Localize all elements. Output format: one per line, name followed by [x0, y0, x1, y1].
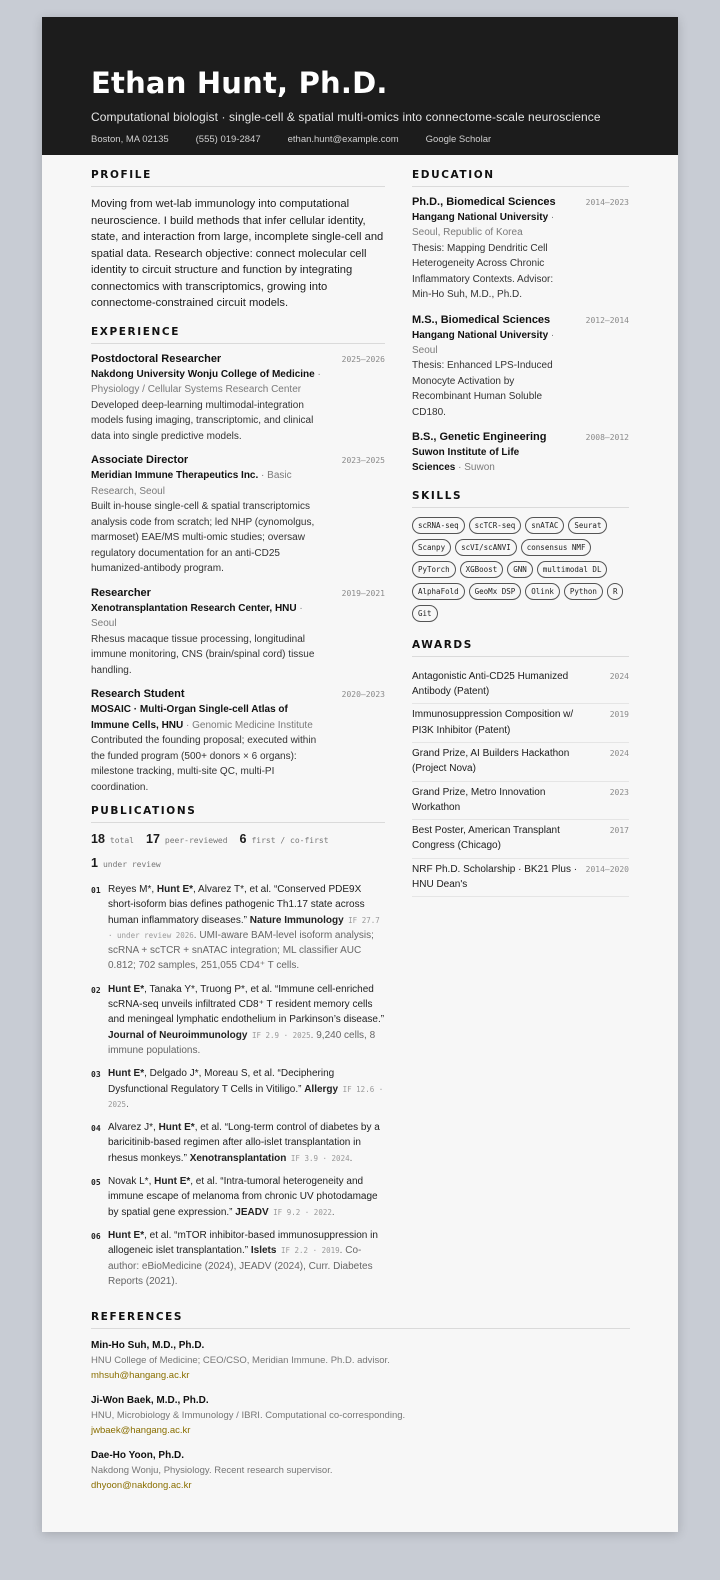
citation-note: . — [349, 1152, 353, 1164]
organization-name: Meridian Immune Therapeutics Inc. — [91, 470, 259, 481]
separator: · — [548, 212, 555, 223]
education-list — [412, 196, 629, 476]
publication-citation — [108, 1228, 385, 1289]
citation-note: . UMI-aware BAM-level isoform analysis; scRNA + scTCR + snATAC integration; ML classifier AUC 0.812; 702 samples, 251,055 CD4⁺ T cells. — [108, 929, 374, 972]
citation-self-author: Hunt E* — [158, 1122, 195, 1134]
citation-text: , Delgado J*, Moreau S, et al. “Deciphering Dysfunctional Regulatory T Cells in Vitiligo.” — [108, 1068, 335, 1095]
section-title-profile: PROFILE — [91, 169, 385, 187]
award-date: 2019 — [609, 710, 629, 720]
job-title: Research Student — [91, 688, 185, 700]
separator: · — [314, 368, 321, 380]
citation-note: . 9,240 cells, 8 immune populations. — [108, 1029, 376, 1056]
education-item — [412, 431, 629, 476]
publication-item — [91, 1120, 385, 1166]
citation-meta: IF 2.9 · 2025 — [247, 1030, 311, 1040]
publication-list — [91, 882, 385, 1289]
award-name: Grand Prize, Metro Innovation Workathon — [412, 786, 546, 813]
organization-name: MOSAIC · Multi-Organ Single-cell Atlas of Immune Cells, HNU — [91, 704, 288, 731]
experience-header — [91, 353, 385, 365]
separator: · — [183, 719, 193, 731]
degree-title: B.S., Genetic Engineering — [412, 431, 547, 444]
publication-citation — [108, 1120, 385, 1166]
skill-chip: GeoMx DSP — [469, 583, 522, 600]
citation-text: , Alvarez T*, et al. “Conserved PDE9X short-isoform bias defines pathogenic Th1.17 state across human inflammatory diseases.” — [108, 884, 365, 926]
school-name: Hangang National University — [412, 329, 549, 341]
organization-unit: Seoul — [91, 618, 117, 629]
degree-date: 2014–2023 — [585, 198, 629, 207]
publication-item — [91, 882, 385, 974]
skill-chip: Seurat — [568, 517, 607, 534]
references-section — [42, 1311, 678, 1493]
citation-meta: IF 3.9 · 2024 — [286, 1153, 350, 1163]
resume-header — [42, 17, 678, 155]
skill-chip: Python — [564, 583, 603, 600]
organization-unit: Physiology / Cellular Systems Research Center — [91, 384, 302, 395]
award-item — [412, 743, 629, 782]
job-organization — [91, 601, 327, 632]
profile-text: Moving from wet-lab immunology into computational neuroscience. I build methods that infer cellular identity, state, and interaction from large, incomplete single-cell and spatial data. Research objective: connect molecular cell identity to circuit structure and function by integrating connectomics with transcriptomics, growing into connectome-constrained circuit models. — [91, 198, 384, 309]
job-description: Rhesus macaque tissue processing, longitudinal immune monitoring, CNS (brain/spinal cord) tissue handling. — [91, 633, 315, 676]
publication-number: 05 — [91, 1178, 101, 1188]
organization-unit: Basic Research, Seoul — [91, 470, 292, 497]
experience-item — [91, 688, 385, 795]
skill-chip: scVI/scANVI — [455, 539, 517, 556]
citation-self-author: Hunt E* — [108, 1229, 145, 1241]
school-name: Suwon Institute of Life Sciences — [412, 447, 520, 474]
award-date: 2017 — [609, 826, 629, 836]
citation-meta: IF 2.2 · 2019 — [276, 1246, 340, 1256]
publication-item — [91, 1066, 385, 1112]
citation-self-author: Hunt E* — [108, 1068, 145, 1080]
award-name: Immunosuppression Composition w/ PI3K Inhibitor (Patent) — [412, 709, 574, 736]
award-name: Antagonistic Anti-CD25 Humanized Antibody (Patent) — [412, 670, 569, 698]
publication-citation — [108, 982, 385, 1058]
award-date: 2024 — [609, 671, 629, 681]
job-description: Developed deep-learning multimodal-integration models fusing imaging, transcriptomic, and clinical data into single predictive models. — [91, 399, 314, 442]
reference-name: Dae-Ho Yoon, Ph.D. — [91, 1450, 184, 1462]
job-title: Associate Director — [91, 454, 189, 466]
experience-item — [91, 587, 385, 679]
award-date: 2014–2020 — [585, 864, 629, 874]
citation-text: , et al. “mTOR inhibitor-based immunosuppression in allogeneic islet transplantation.” — [108, 1229, 378, 1257]
contact-location: Boston, MA 02135 — [91, 134, 169, 145]
citation-journal: Islets — [250, 1245, 277, 1257]
separator: · — [258, 470, 268, 481]
citation-note: . — [331, 1206, 335, 1218]
award-item — [412, 859, 629, 898]
skill-chip: XGBoost — [460, 561, 504, 578]
publication-item — [91, 1228, 385, 1289]
degree-title: M.S., Biomedical Sciences — [412, 313, 551, 326]
resume-page — [42, 17, 678, 1532]
school — [412, 445, 562, 476]
stat-count: 6 — [239, 832, 247, 846]
job-organization — [91, 468, 327, 499]
experience-header — [91, 688, 385, 700]
section-title-skills: SKILLS — [412, 490, 629, 508]
citation-text: , et al. “Intra-tumoral heterogeneity and immune escape of melanoma from chronic UV photodamage by spatial gene expression.” — [108, 1176, 378, 1218]
reference-email[interactable]: jwbaek@hangang.ac.kr — [91, 1425, 191, 1437]
publication-number: 03 — [91, 1070, 101, 1080]
tagline: Computational biologist · single-cell & spatial multi-omics into connectome-scale neuroscience — [91, 110, 601, 124]
reference-email[interactable]: dhyoon@nakdong.ac.kr — [91, 1480, 192, 1492]
job-title: Postdoctoral Researcher — [91, 352, 222, 365]
citation-journal: Journal of Neuroimmunology — [108, 1029, 248, 1041]
candidate-name: Ethan Hunt, Ph.D. — [91, 66, 388, 100]
organization-name: Nakdong University Wonju College of Medicine — [91, 368, 315, 380]
contact-phone: (555) 019-2847 — [195, 134, 261, 145]
publication-citation — [108, 1174, 385, 1220]
publication-citation — [108, 882, 385, 974]
right-column — [412, 169, 629, 1297]
section-title-education: EDUCATION — [412, 169, 629, 187]
citation-journal: Allergy — [304, 1083, 339, 1095]
award-item — [412, 820, 629, 859]
stat-label: peer-reviewed — [164, 836, 228, 845]
reference-description: Nakdong Wonju, Physiology. Recent research supervisor. — [91, 1465, 333, 1477]
reference-description: HNU College of Medicine; CEO/CSO, Meridian Immune. Ph.D. advisor. — [91, 1355, 390, 1367]
school-location: Seoul — [412, 344, 438, 356]
school-location: Suwon — [464, 462, 495, 474]
stat-label: under review — [102, 860, 161, 869]
reference-item — [91, 1448, 630, 1493]
experience-list — [91, 353, 385, 796]
skill-chip: multimodal DL — [537, 561, 608, 578]
separator: · — [455, 462, 465, 474]
skill-chip: AlphaFold — [412, 583, 465, 600]
reference-description: HNU, Microbiology & Immunology / IBRI. Computational co-corresponding. — [91, 1410, 406, 1422]
skill-chip: Scanpy — [412, 539, 451, 556]
reference-item — [91, 1338, 630, 1383]
job-title: Researcher — [91, 586, 151, 599]
reference-name: Min-Ho Suh, M.D., Ph.D. — [91, 1340, 205, 1352]
degree-title: Ph.D., Biomedical Sciences — [412, 196, 556, 208]
job-date: 2025–2026 — [341, 354, 385, 364]
citation-authors-pre: Alvarez J*, — [108, 1122, 159, 1134]
citation-journal: Xenotransplantation — [189, 1152, 287, 1164]
references-list — [91, 1338, 630, 1493]
degree-date: 2008–2012 — [585, 433, 629, 443]
school — [412, 210, 562, 241]
awards-list — [412, 666, 629, 898]
thesis: Thesis: Enhanced LPS-Induced Monocyte Activation by Recombinant Human Soluble CD180. — [412, 360, 553, 418]
citation-text: , et al. “Long-term control of diabetes by a baricitinib-based regimen after allo-islet transplantation in rhesus monkeys.” — [108, 1122, 380, 1164]
award-item — [412, 704, 629, 743]
organization-name: Xenotransplantation Research Center, HNU — [91, 602, 297, 614]
job-organization — [91, 367, 327, 398]
skills-list — [412, 517, 629, 627]
stat-count: 18 — [91, 832, 105, 846]
school-name: Hangang National University — [412, 212, 549, 223]
skill-chip: snATAC — [525, 517, 564, 534]
reference-item — [91, 1393, 630, 1438]
section-title-publications: PUBLICATIONS — [91, 805, 385, 823]
skill-chip: PyTorch — [412, 561, 456, 578]
award-date: 2024 — [609, 748, 629, 758]
award-item — [412, 666, 629, 705]
experience-header — [91, 454, 385, 466]
publication-number: 04 — [91, 1124, 101, 1134]
thesis: Thesis: Mapping Dendritic Cell Heterogeneity Across Chronic Inflammatory Contexts. Advisor: Min-Ho Suh, M.D., Ph.D. — [412, 242, 554, 301]
section-title-references: REFERENCES — [91, 1311, 630, 1329]
award-name: Grand Prize, AI Builders Hackathon (Project Nova) — [412, 747, 570, 775]
citation-authors-pre: Reyes M*, — [108, 884, 157, 895]
publication-item — [91, 1174, 385, 1220]
publication-item — [91, 982, 385, 1058]
reference-name: Ji-Won Baek, M.D., Ph.D. — [91, 1395, 209, 1407]
experience-item — [91, 353, 385, 445]
citation-text: , Tanaka Y*, Truong P*, et al. “Immune cell-enriched scRNA-seq unveils infiltrated CD8⁺ T resident memory cells and meningeal lymphatic endothelium in Parkinson’s disease.” — [108, 983, 385, 1026]
publication-number: 06 — [91, 1231, 101, 1241]
education-item — [412, 196, 629, 303]
citation-self-author: Hunt E* — [108, 983, 145, 995]
job-description: Contributed the founding proposal; executed within the funded program (500+ donors × 6 organs): milestone tracking, multi-site QC, multi-PI coordination. — [91, 735, 317, 793]
job-date: 2019–2021 — [341, 588, 385, 598]
skill-chip: GNN — [507, 561, 533, 578]
citation-meta: IF 9.2 · 2022 — [268, 1207, 332, 1217]
publication-citation — [108, 1066, 385, 1112]
award-name: NRF Ph.D. Scholarship · BK21 Plus · HNU Dean's — [412, 863, 578, 891]
contact-email[interactable]: ethan.hunt@example.com — [287, 134, 399, 145]
publication-number: 02 — [91, 985, 101, 995]
citation-self-author: Hunt E* — [154, 1176, 191, 1188]
stat-label: first / co-first — [251, 836, 329, 845]
section-title-awards: AWARDS — [412, 639, 629, 657]
education-header — [412, 196, 629, 208]
contact-scholar-link[interactable]: Google Scholar — [425, 134, 492, 145]
citation-note: . — [126, 1098, 129, 1110]
skill-chip: scRNA-seq — [412, 517, 465, 534]
stat-count: 17 — [146, 832, 160, 846]
award-item — [412, 782, 629, 821]
separator: · — [296, 602, 303, 614]
citation-journal: Nature Immunology — [249, 914, 344, 926]
citation-meta: IF 12.6 · 2025 — [108, 1084, 384, 1109]
section-title-experience: EXPERIENCE — [91, 326, 385, 344]
citation-note: . Co-author: eBioMedicine (2024), JEADV (2024), Curr. Diabetes Reports (2021). — [108, 1245, 373, 1287]
school-location: Seoul, Republic of Korea — [412, 227, 523, 239]
publication-number: 01 — [91, 886, 101, 895]
publication-stats — [91, 832, 385, 870]
stat-count: 1 — [91, 856, 98, 870]
reference-email[interactable]: mhsuh@hangang.ac.kr — [91, 1370, 190, 1382]
education-item — [412, 314, 629, 421]
job-organization — [91, 702, 327, 733]
job-date: 2023–2025 — [341, 456, 385, 465]
experience-item — [91, 454, 385, 577]
separator: · — [548, 329, 555, 341]
skill-chip: R — [607, 583, 624, 600]
skill-chip: consensus NMF — [521, 539, 592, 556]
stat-label: total — [109, 836, 134, 845]
experience-header — [91, 587, 385, 599]
award-name: Best Poster, American Transplant Congress (Chicago) — [412, 825, 560, 852]
skill-chip: Git — [412, 605, 438, 622]
citation-self-author: Hunt E* — [156, 884, 194, 895]
skill-chip: Olink — [525, 583, 560, 600]
school — [412, 328, 562, 359]
contact-bar — [91, 134, 630, 145]
job-description: Built in-house single-cell & spatial transcriptomics analysis code from scratch; led NHP (cynomolgus, marmoset) EAE/MS multi-omic studies; oversaw regulatory documentation for an anti-CD25 humanized-antibody program. — [91, 501, 315, 574]
degree-date: 2012–2014 — [585, 315, 629, 325]
job-date: 2020–2023 — [341, 690, 385, 699]
education-header — [412, 431, 629, 443]
left-column — [91, 169, 385, 1297]
organization-unit: Genomic Medicine Institute — [192, 719, 313, 731]
education-header — [412, 314, 629, 326]
award-date: 2023 — [609, 787, 629, 797]
citation-journal: JEADV — [235, 1206, 269, 1218]
citation-authors-pre: Novak L*, — [108, 1176, 155, 1188]
skill-chip: scTCR-seq — [469, 517, 522, 534]
citation-meta: IF 27.7 · under review 2026 — [108, 915, 380, 940]
